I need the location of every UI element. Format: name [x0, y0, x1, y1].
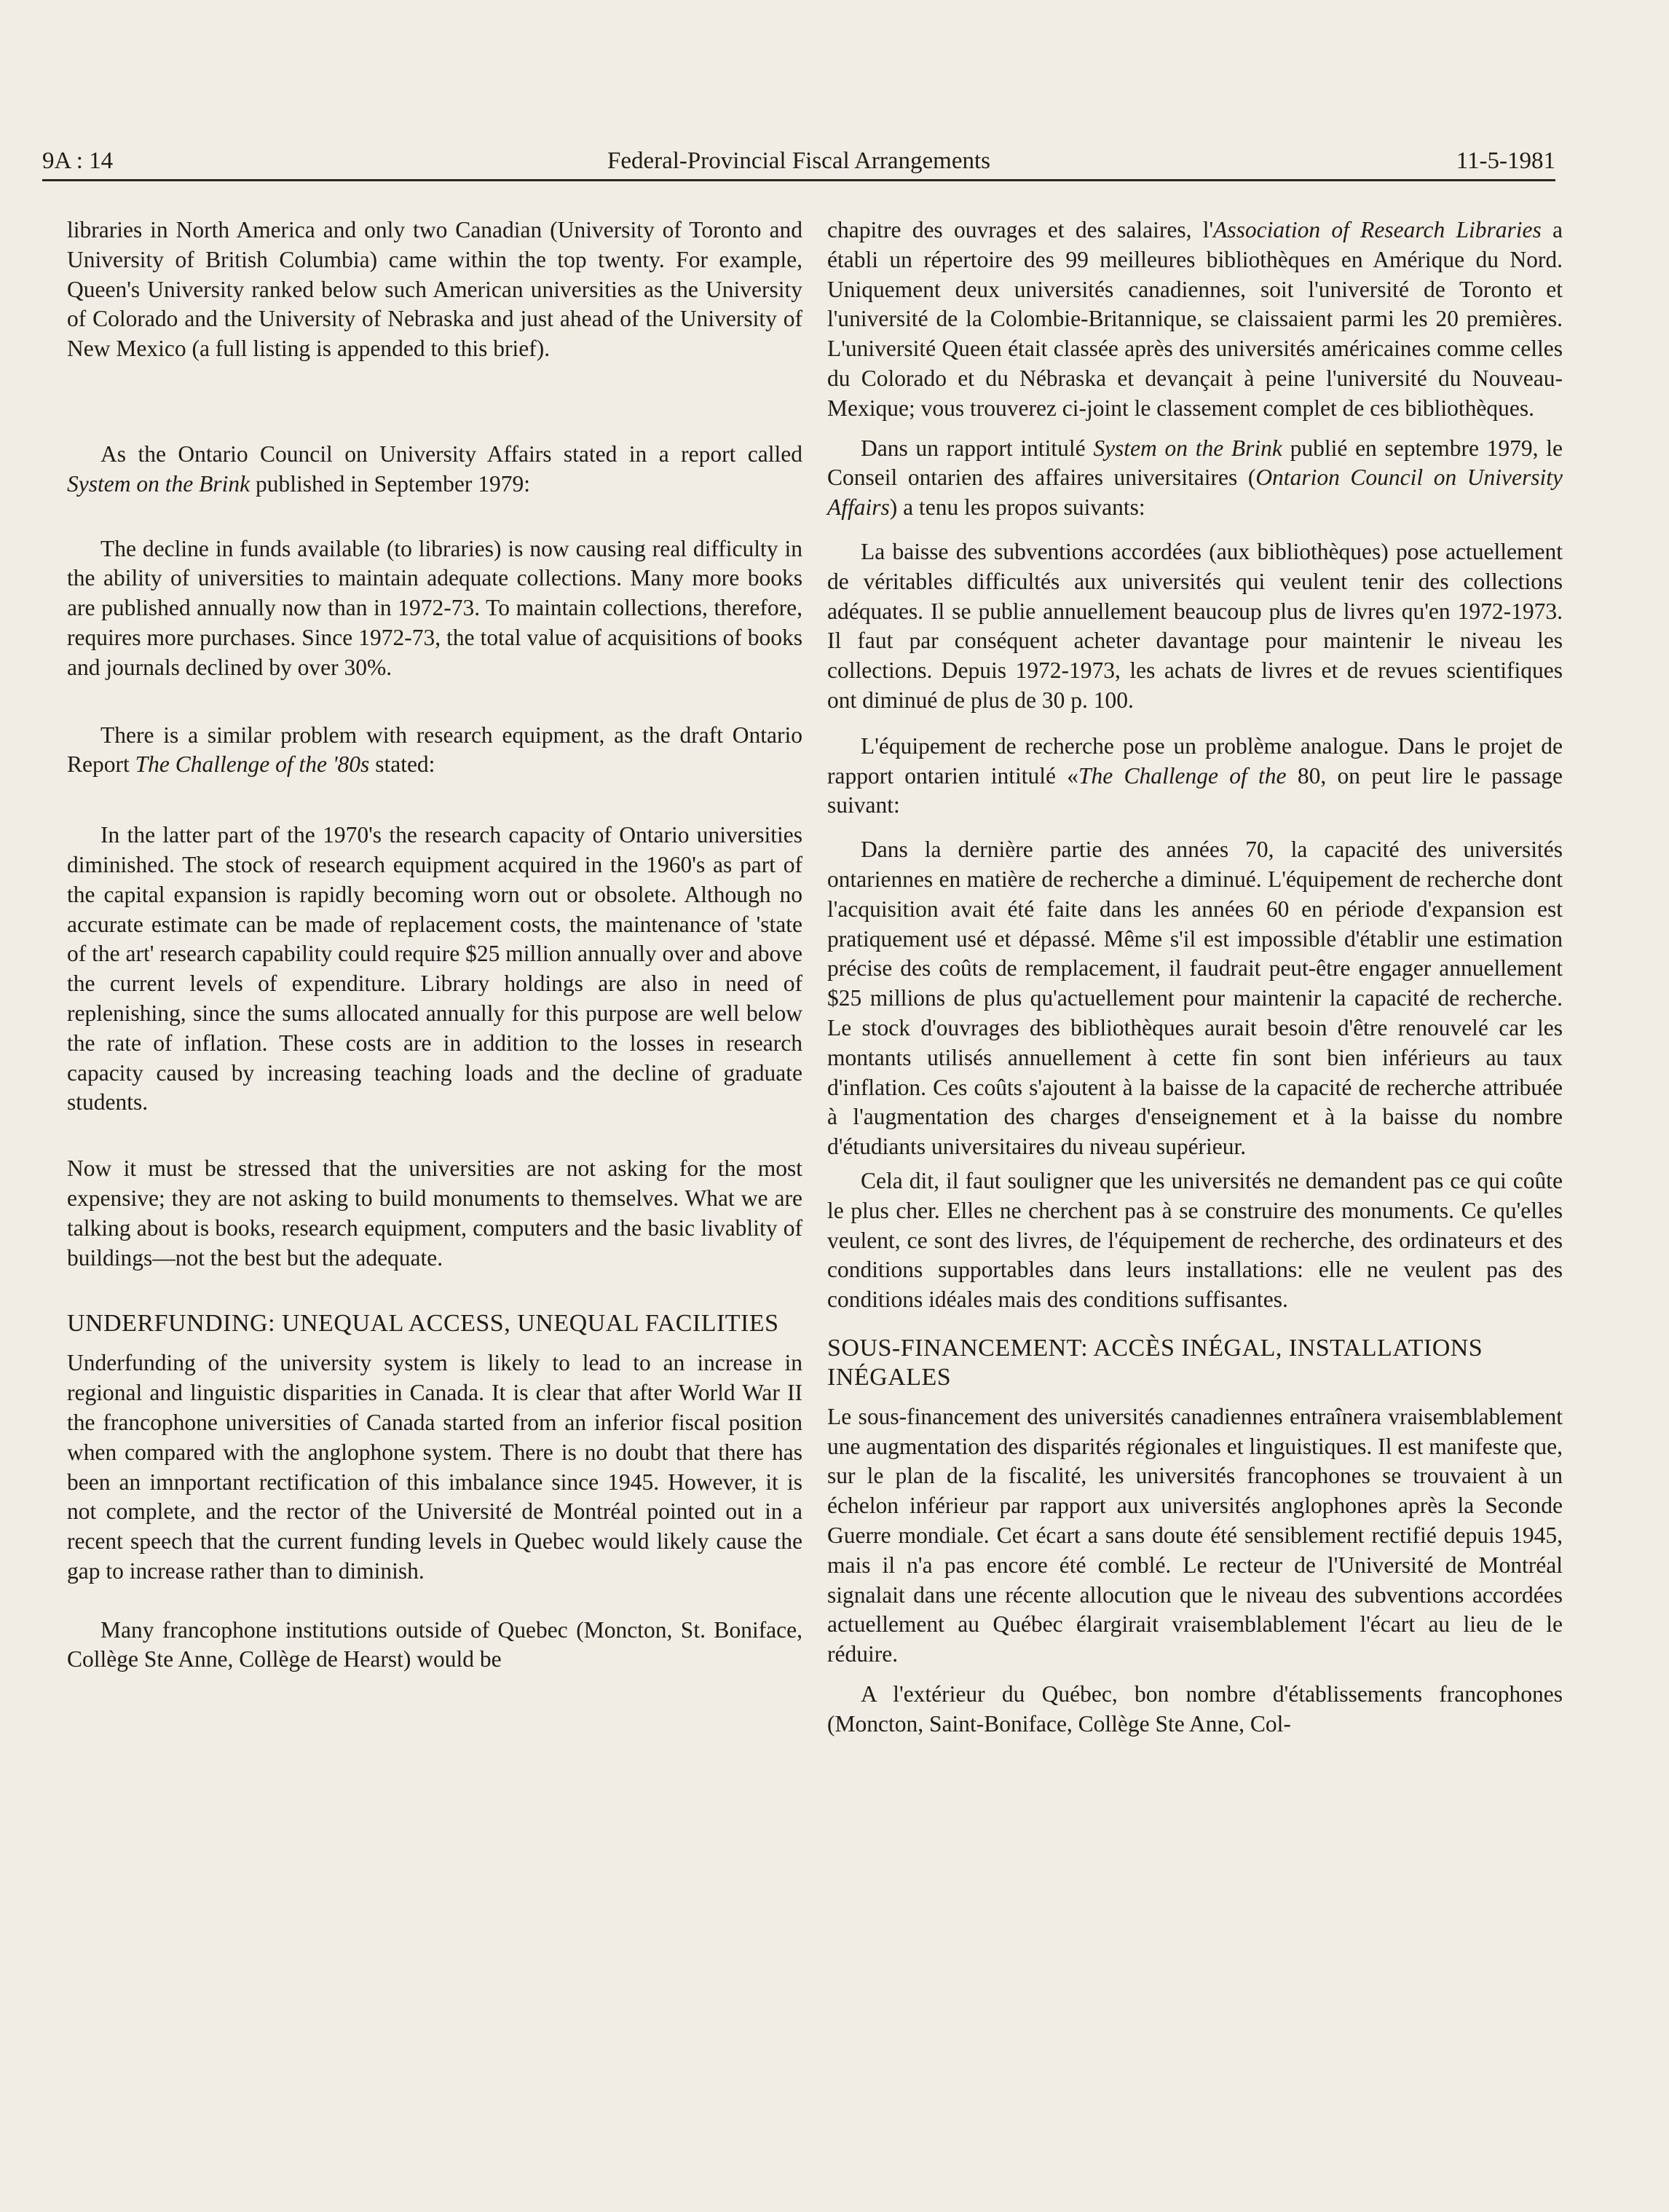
- paragraph: Now it must be stressed that the universities are not asking for the most expensive; they are not asking to build monuments to themselves. What we are talking about is books, research equipment, computers and the basic livablity of buildings—not the best but the adequate.: [67, 1156, 802, 1271]
- french-column: [827, 216, 1563, 1769]
- section-heading: UNDERFUNDING: UNEQUAL ACCESS, UNEQUAL FACILITIES: [67, 1310, 779, 1338]
- organization-name: Ontarion Council on University Affairs: [827, 465, 1563, 521]
- page-id: 9A : 14: [42, 148, 114, 174]
- page-header: [42, 143, 1555, 179]
- report-title: The Challenge of the '80s: [135, 751, 370, 778]
- running-title: Federal-Provincial Fiscal Arrangements: [607, 148, 991, 174]
- header-date: 11-5-1981: [1456, 148, 1555, 174]
- paragraph: Cela dit, il faut souligner que les universités ne demandent pas ce qui coûte le plus cher. Elles ne cherchent pas à se construire des monuments. Ce qu'elles veulent, ce sont des livres, de l'équipement de recherche, des ordinateurs et des conditions supportables dans leurs installations: elle ne veulent pas des conditions idéales mais des conditions suffisantes.: [827, 1167, 1563, 1313]
- organization-name: Association of Research Libraries: [1213, 217, 1542, 242]
- paragraph: Underfunding of the university system is likely to lead to an increase in regional and linguistic disparities in Canada. It is clear that after World War II the francophone universities of Canada started from an inferior fiscal position when compared with the anglophone system. There is no doubt that there has been an imnportant rectification of this imbalance since 1945. However, it is not complete, and the rector of the Université de Montréal pointed out in a recent speech that the current funding levels in Quebec would likely cause the gap to increase rather than to diminish.: [67, 1350, 802, 1584]
- block-quote: In the latter part of the 1970's the research capacity of Ontario universities diminished. The stock of research equipment acquired in the 1960's as part of the capital expansion is rapidly becoming worn out or obsolete. Although no accurate estimate can be made of replacement costs, the maintenance of 'state of the art' research capability could require $25 million annually over and above the current levels of expenditure. Library holdings are also in need of replenishing, since the sums allocated annually for this purpose are well below the rate of inflation. These costs are in addition to the losses in research capacity caused by increasing teaching loads and the decline of graduate students.: [67, 822, 802, 1115]
- paragraph: Le sous-financement des universités canadiennes entraînera vraisemblablement une augmentation des disparités régionales et linguistiques. Il est manifeste que, sur le plan de la fiscalité, les universités francophones se trouvaient à un échelon inférieur par rapport aux universités anglophones après la Seconde Guerre mondiale. Cet écart a sans doute été sensiblement rectifié depuis 1945, mais il n'a pas encore été comblé. Le recteur de l'Université de Montréal signalait dans une récente allocution que le niveau des subventions accordées actuellement au Québec élargirait vraisemblablement l'écart au lieu de le réduire.: [827, 1403, 1563, 1667]
- paragraph: Many francophone institutions outside of Quebec (Moncton, St. Boniface, Collège Ste Anne, Collège de Hearst) would be: [67, 1616, 802, 1672]
- block-quote: La baisse des subventions accordées (aux bibliothèques) pose actuellement de véritables difficultés aux universités qui veulent tenir des collections adéquates. Il se publie annuellement beaucoup plus de livres qu'en 1972-1973. Il faut par conséquent acheter davantage pour maintenir le niveau les collections. Depuis 1972-1973, les achats de livres et de revues scientifiques ont diminué de plus de 30 p. 100.: [827, 538, 1563, 713]
- header-rule: [42, 179, 1555, 181]
- paragraph: As the Ontario Council on University Affairs stated in a report called System on the Brink published in September 1979:: [67, 441, 802, 497]
- section-heading: SOUS-FINANCEMENT: ACCÈS INÉGAL, INSTALLATIONS INÉGALES: [827, 1334, 1483, 1391]
- report-title: System on the Brink: [1093, 435, 1282, 461]
- paragraph: L'équipement de recherche pose un problème analogue. Dans le projet de rapport ontarien intitulé «The Challenge of the 80, on peut lire le passage suivant:: [827, 732, 1563, 818]
- english-column: [67, 216, 802, 1704]
- report-title: The Challenge of the: [1078, 762, 1287, 789]
- paragraph: chapitre des ouvrages et des salaires, l'Association of Research Libraries a établi un répertoire des 99 meilleures bibliothèques en Amérique du Nord. Uniquement deux universités canadiennes, soit l'université de Toronto et l'université de la Colombie-Britannique, se claissaient parmi les 20 premières. L'université Queen était classée après des universités américaines comme celles du Colorado et du Nébraska et devançait à peine l'université du Nouveau-Mexique; vous trouverez ci-joint le classement complet de ces bibliothèques.: [827, 217, 1563, 421]
- paragraph: Dans un rapport intitulé System on the Brink publié en septembre 1979, le Conseil ontarien des affaires universitaires (Ontarion Council on University Affairs) a tenu les propos suivants:: [827, 435, 1563, 521]
- block-quote: The decline in funds available (to libraries) is now causing real difficulty in the ability of universities to maintain adequate collections. Many more books are published annually now than in 1972-73. To maintain collections, therefore, requires more purchases. Since 1972-73, the total value of acquisitions of books and journals declined by over 30%.: [67, 535, 802, 680]
- paragraph: There is a similar problem with research equipment, as the draft Ontario Report The Challenge of the '80s stated:: [67, 722, 802, 778]
- block-quote: Dans la dernière partie des années 70, la capacité des universités ontariennes en matière de recherche a diminué. L'équipement de recherche dont l'acquisition avait été faite dans les années 60 en période d'expansion est pratiquement usé et dépassé. Même s'il est impossible d'établir une estimation précise des coûts de remplacement, il faudrait peut-être engager annuellement $25 millions de plus qu'actuellement pour maintenir la capacité de recherche. Le stock d'ouvrages des bibliothèques aurait besoin d'être renouvelé car les montants utilisés annuellement à cette fin sont bien inférieurs au taux d'inflation. Ces coûts s'ajoutent à la baisse de la capacité de recherche attribuée à l'augmentation des charges d'enseignement et à la baisse du nombre d'étudiants universitaires du niveau supérieur.: [827, 837, 1563, 1160]
- paragraph: A l'extérieur du Québec, bon nombre d'établissements francophones (Moncton, Saint-Boniface, Collège Ste Anne, Col-: [827, 1681, 1563, 1737]
- report-title: System on the Brink: [67, 470, 250, 497]
- paragraph: libraries in North America and only two Canadian (University of Toronto and University of British Columbia) came within the top twenty. For example, Queen's University ranked below such American universities as the University of Colorado and the University of Nebraska and just ahead of the University of New Mexico (a full listing is appended to this brief).: [67, 217, 802, 362]
